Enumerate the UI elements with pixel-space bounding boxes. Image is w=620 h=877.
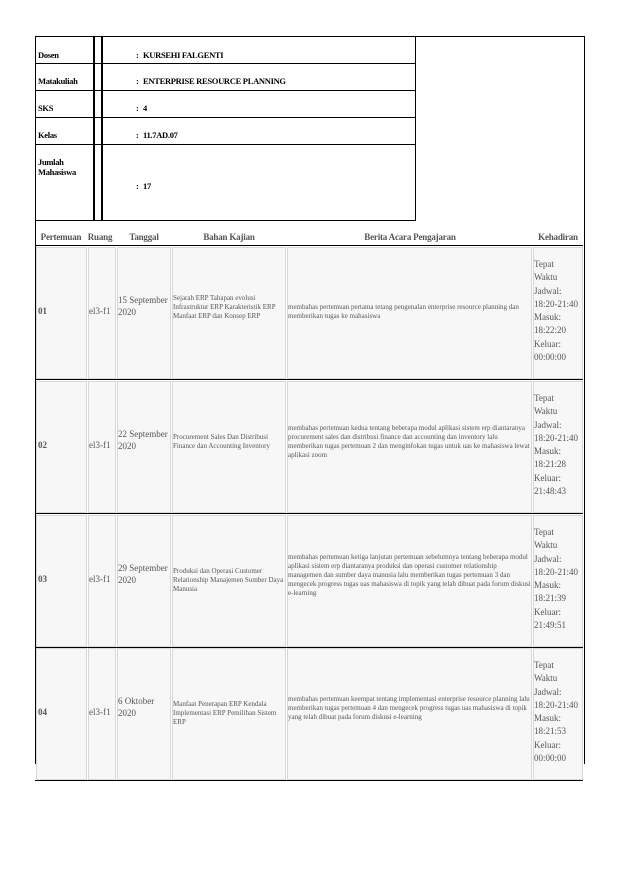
cell-berita-acara: membahas pertemuan pertama tetang pengenalan enterprise resource planning dan memberikan tugas ke mahasiswa [288,303,519,320]
header-pertemuan: Pertemuan [40,232,82,242]
matakuliah-value: ENTERPRISE RESOURCE PLANNING [143,76,286,86]
header-berita-acara: Berita Acara Pengajaran [364,232,456,242]
row-divider [35,379,583,380]
cell-tanggal: 29 September 2020 [118,563,168,585]
info-row-jumlah [36,145,415,218]
colon: : [136,103,139,113]
colon: : [136,76,139,86]
header-ruang: Ruang [87,232,113,242]
cell-tanggal: 6 Oktober 2020 [118,696,155,718]
header-bahan-kajian: Bahan Kajian [203,232,255,242]
cell-berita-acara: membahas pertemuan kedua tentang beberapa modul aplikasi sistem erp diantaranya procurement sales dan distribusi finance dan accounting dan inventory lalu memberikan tugas pertemuan 2 dan menginfokan tugas untuk uas ke mahasiswa lewat aplikasi zoom [288,423,530,459]
cell-ruang: el3-f1 [89,707,111,717]
sks-value: 4 [143,103,147,113]
cell-kehadiran: Tepat Waktu Jadwal: 18:20-21:40 Masuk: 18:21:39 Keluar: 21:49:51 [534,527,578,631]
kelas-value: 11.7AD.07 [143,130,178,140]
cell-pertemuan: 02 [38,440,47,450]
info-row-kelas [36,118,415,145]
row-divider [35,513,583,514]
cell-bahan-kajian: Produksi dan Operasi Customer Relationship Manajemen Sumber Daya Manusia [173,566,284,593]
dosen-label: Dosen [38,50,59,60]
cell-bahan-kajian: Procurement Sales Dan Distribusi Finance dan Accounting Inventory [173,432,271,450]
jumlah-value: 17 [143,181,151,191]
cell-ruang: el3-f1 [89,440,111,450]
dosen-value: KURSEHI FALGENTI [143,50,224,60]
jumlah-label: Jumlah Mahasiswa [38,157,76,177]
cell-pertemuan: 01 [38,306,47,316]
cell-kehadiran: Tepat Waktu Jadwal: 18:20-21:40 Masuk: 18:21:28 Keluar: 21:48:43 [534,393,578,497]
course-info-table [35,36,416,221]
info-row-dosen [36,37,415,64]
cell-ruang: el3-f1 [89,306,111,316]
kelas-label: Kelas [38,130,57,140]
info-row-matakuliah [36,64,415,91]
cell-ruang: el3-f1 [89,574,111,584]
matakuliah-label: Matakuliah [38,76,78,86]
colon: : [136,130,139,140]
cell-pertemuan: 03 [38,574,47,584]
colon: : [136,50,139,60]
cell-pertemuan: 04 [38,707,47,717]
cell-tanggal: 22 September 2020 [118,429,168,451]
colon: : [136,181,139,191]
header-tanggal: Tanggal [129,232,159,242]
cell-kehadiran: Tepat Waktu Jadwal: 18:20-21:40 Masuk: 18:22:20 Keluar: 00:00:00 [534,259,578,363]
cell-bahan-kajian: Manfaat Penerapan ERP Kendala Implementasi ERP Pemilihan Sistem ERP [173,699,277,726]
table-top-line [35,245,583,246]
cell-tanggal: 15 September 2020 [118,295,168,317]
row-divider [35,780,583,781]
cell-berita-acara: membahas pertemuan keempat tentang implementasi enterprise resource planning lalu memberikan tugas pertemuan 4 dan mengecek progress tugas uas mahasiswa di topik yang telah dibuat pada forum diskusi e-learning [288,695,530,721]
cell-berita-acara: membahas pertemuan ketiga lanjutan pertemuan sebelumnya tentang beberapa modul aplikasi sistem erp diantaranya produksi dan operasi customer relationship managemen dan sumber daya manusia lalu memberikan tugas pertemuan 3 dan mengecek progress tugas uas mahasiswa di topik yang telah dibuat pada forum diskusi e-learning [288,553,531,597]
header-kehadiran: Kehadiran [538,232,578,242]
sks-label: SKS [38,103,54,113]
cell-bahan-kajian: Sejarah ERP Tahapan evolusi Infrastruktur ERP Karakteristik ERP Manfaat ERP dan Konsep ERP [173,294,276,320]
cell-kehadiran: Tepat Waktu Jadwal: 18:20-21:40 Masuk: 18:21:53 Keluar: 00:00:00 [534,660,578,764]
info-row-sks [36,91,415,118]
